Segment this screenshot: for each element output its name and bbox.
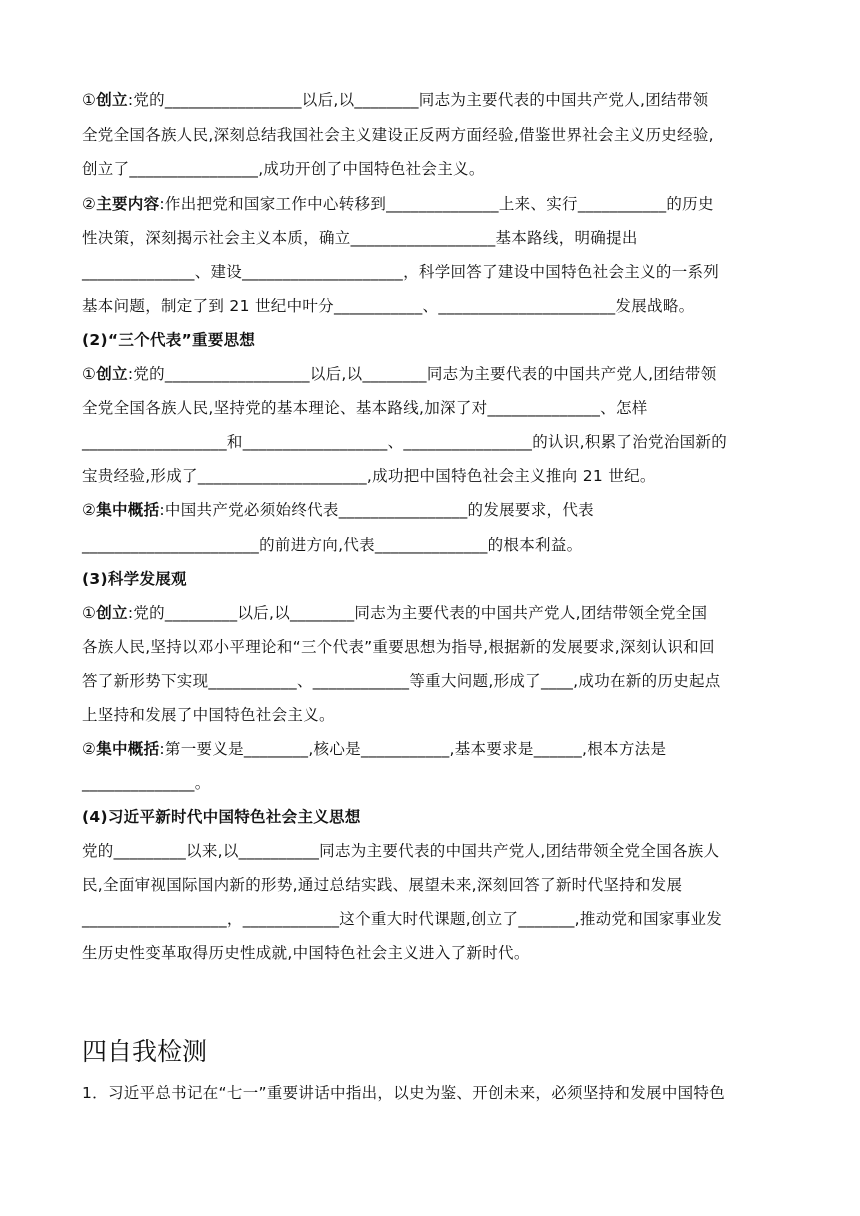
s3-line-1 — [82, 603, 707, 623]
s3-line-5-text: :第一要义是________,核心是___________,基本要求是______,根本方法是 — [159, 740, 667, 758]
s1-line-6: ______________、建设____________________，科学回答了建设中国特色社会主义的一系列 — [82, 263, 720, 281]
s3-line-6: ______________。 — [82, 774, 211, 792]
circled-number-2: ② — [82, 501, 97, 519]
s3-line-3: 答了新形势下实现___________、____________等重大问题,形成了____,成功在新的历史起点 — [82, 672, 721, 690]
s3-line-2: 各族人民,坚持以邓小平理论和“三个代表”重要思想为指导,根据新的发展要求,深刻认识和回 — [82, 638, 715, 656]
s3-line-4: 上坚持和发展了中国特色社会主义。 — [82, 706, 335, 724]
s1-line-1-text: :党的_________________以后,以________同志为主要代表的中国共产党人,团结带领 — [127, 91, 709, 109]
s2-line-1 — [82, 364, 717, 384]
s1-line-1 — [82, 90, 708, 110]
s3-line-1-text: :党的_________以后,以________同志为主要代表的中国共产党人,团结带领全党全国 — [127, 604, 708, 622]
s1-line-7: 基本问题，制定了到 21 世纪中叶分___________、______________________发展战略。 — [82, 297, 695, 315]
question-1: 1．习近平总书记在“七一”重要讲话中指出，以史为鉴、开创未来，必须坚持和发展中国特色 — [82, 1084, 726, 1102]
label-chuangli: 创立 — [96, 365, 128, 383]
s2-line-5-text: :中国共产党必须始终代表________________的发展要求，代表 — [159, 501, 594, 519]
s2-line-2: 全党全国各族人民,坚持党的基本理论、基本路线,加深了对______________、怎样 — [82, 399, 648, 417]
self-test-heading: 四自我检测 — [82, 1037, 208, 1066]
label-main-content: 主要内容 — [96, 195, 160, 213]
circled-number-1: ① — [82, 604, 97, 622]
label-summary: 集中概括 — [96, 501, 160, 519]
label-summary: 集中概括 — [96, 740, 160, 758]
circled-number-2: ② — [82, 195, 97, 213]
s4-line-3: __________________，____________这个重大时代课题,创立了_______,推动党和国家事业发 — [82, 910, 723, 928]
s2-line-3: __________________和__________________、________________的认识,积累了治党治国新的 — [82, 433, 728, 451]
s1-line-4-text: :作出把党和国家工作中心转移到______________上来、实行___________的历史 — [159, 195, 714, 213]
s2-line-1-text: :党的__________________以后,以________同志为主要代表的中国共产党人,团结带领 — [127, 365, 717, 383]
s4-line-1: 党的_________以来,以__________同志为主要代表的中国共产党人,团结带领全党全国各族人 — [82, 842, 720, 860]
s4-line-2: 民,全面审视国际国内新的形势,通过总结实践、展望未来,深刻回答了新时代坚持和发展 — [82, 876, 683, 894]
circled-number-1: ① — [82, 365, 97, 383]
section-heading-3: (3)科学发展观 — [82, 570, 187, 588]
label-chuangli: 创立 — [96, 91, 128, 109]
s2-line-5 — [82, 500, 594, 520]
section-heading-2: (2)“三个代表”重要思想 — [82, 331, 256, 349]
s2-line-6: ______________________的前进方向,代表______________的根本利益。 — [82, 536, 583, 554]
label-chuangli: 创立 — [96, 604, 128, 622]
circled-number-1: ① — [82, 91, 97, 109]
section-heading-4: (4)习近平新时代中国特色社会主义思想 — [82, 808, 361, 826]
s1-line-3: 创立了________________,成功开创了中国特色社会主义。 — [82, 160, 485, 178]
s1-line-2: 全党全国各族人民,深刻总结我国社会主义建设正反两方面经验,借鉴世界社会主义历史经验, — [82, 126, 714, 144]
s2-line-4: 宝贵经验,形成了_____________________,成功把中国特色社会主义推向 21 世纪。 — [82, 467, 656, 485]
s1-line-4 — [82, 194, 714, 214]
s1-line-5: 性决策，深刻揭示社会主义本质，确立__________________基本路线，明确提出 — [82, 229, 638, 247]
s3-line-5 — [82, 739, 666, 759]
s4-line-4: 生历史性变革取得历史性成就,中国特色社会主义进入了新时代。 — [82, 944, 530, 962]
circled-number-2: ② — [82, 740, 97, 758]
